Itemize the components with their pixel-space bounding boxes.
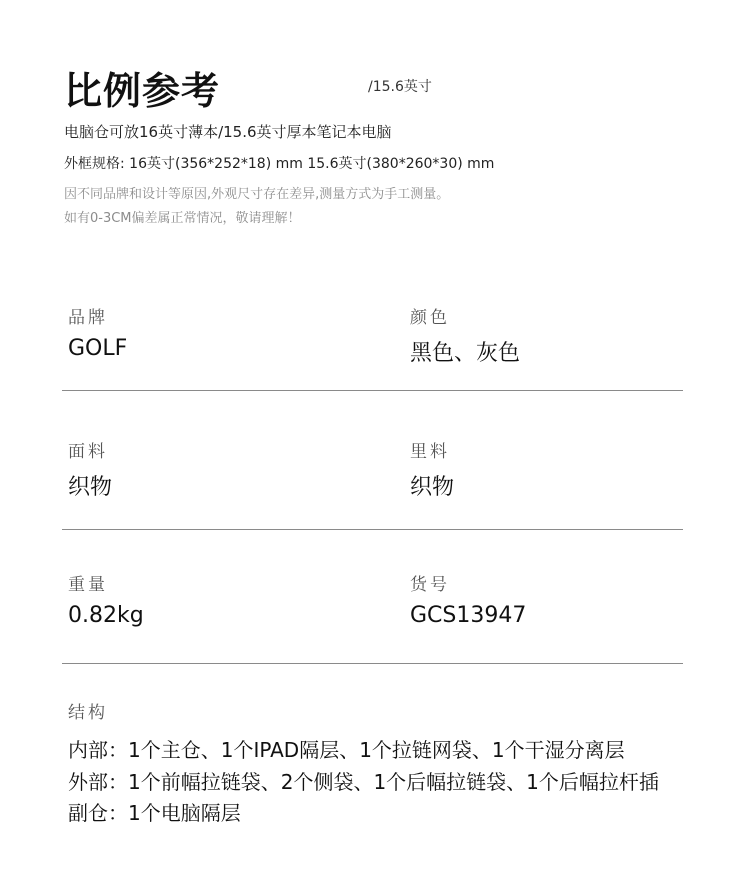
- compatibility-text: 电脑仓可放16英寸薄本/15.6英寸厚本笔记本电脑: [64, 123, 392, 141]
- structure-label: 结构: [68, 703, 108, 723]
- page-title: 比例参考: [64, 69, 221, 113]
- size-tag: /15.6英寸: [368, 79, 432, 95]
- sku-label: 货号: [410, 575, 450, 595]
- sku-value: GCS13947: [410, 603, 527, 628]
- divider: [62, 663, 683, 664]
- divider: [62, 390, 683, 391]
- weight-label: 重量: [68, 575, 108, 595]
- structure-sub: 副仓：1个电脑隔层: [68, 801, 241, 825]
- structure-inner: 内部：1个主仓、1个IPAD隔层、1个拉链网袋、1个干湿分离层: [68, 738, 625, 762]
- measurement-note: 因不同品牌和设计等原因,外观尺寸存在差异,测量方式为手工测量。: [64, 187, 450, 202]
- lining-label: 里料: [410, 442, 450, 462]
- outer-material-label: 面料: [68, 442, 108, 462]
- brand-value: GOLF: [68, 336, 128, 361]
- structure-outer: 外部：1个前幅拉链袋、2个侧袋、1个后幅拉链袋、1个后幅拉杆插: [68, 770, 659, 794]
- lining-value: 织物: [410, 475, 455, 500]
- color-value: 黑色、灰色: [410, 341, 521, 366]
- brand-label: 品牌: [68, 308, 108, 328]
- tolerance-note: 如有0-3CM偏差属正常情况，敬请理解！: [64, 211, 301, 226]
- outer-material-value: 织物: [68, 475, 113, 500]
- weight-value: 0.82kg: [68, 603, 144, 628]
- divider: [62, 529, 683, 530]
- color-label: 颜色: [410, 308, 450, 328]
- dimensions-text: 外框规格: 16英寸(356*252*18) mm 15.6英寸(380*260*30) mm: [64, 156, 495, 172]
